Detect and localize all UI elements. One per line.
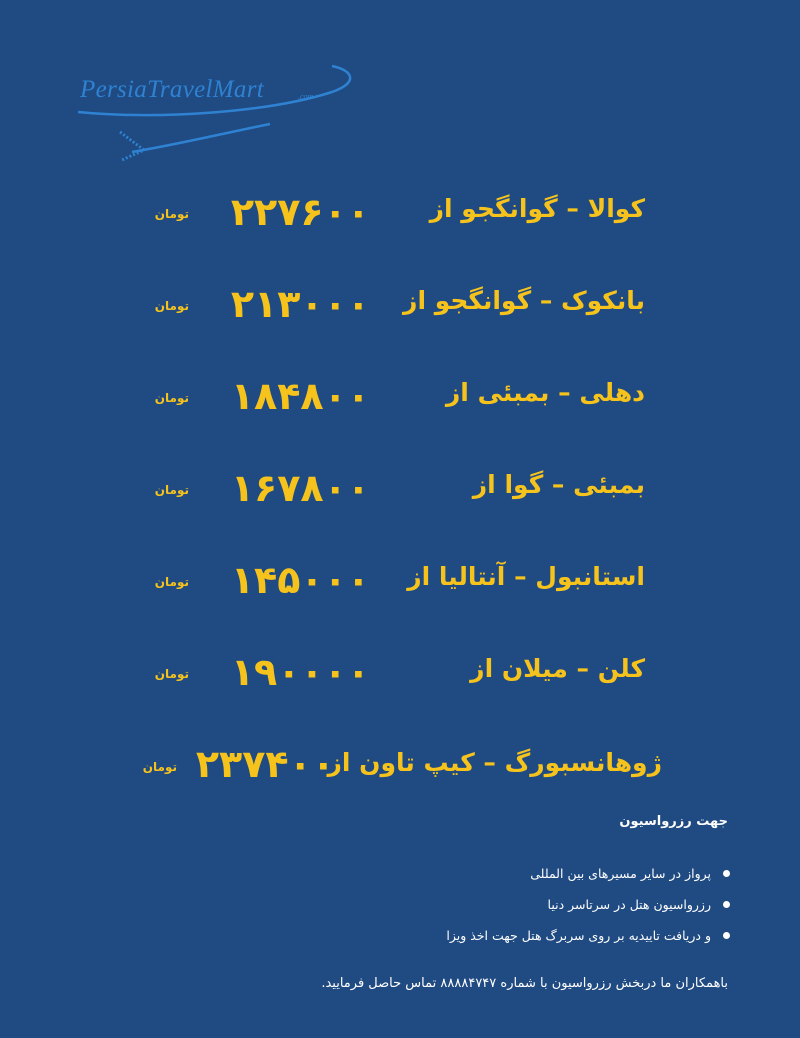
route-price: ۱۴۵۰۰۰ — [230, 558, 370, 602]
route-name: بمبئی – گوا از — [472, 470, 645, 499]
route-price: ۱۶۷۸۰۰ — [230, 466, 370, 510]
route-row — [0, 282, 800, 330]
bullet-icon — [723, 932, 730, 939]
route-price: ۲۳۷۴۰۰ — [195, 742, 335, 786]
price-unit: تومان — [154, 299, 189, 313]
price-unit: تومان — [142, 760, 177, 774]
route-row — [0, 742, 800, 792]
list-item — [230, 858, 730, 889]
price-unit: تومان — [154, 391, 189, 405]
reservation-heading: جهت رزرواسیون — [619, 814, 728, 829]
price-unit: تومان — [154, 575, 189, 589]
list-item-text: پرواز در سایر مسیرهای بین المللی — [530, 866, 711, 881]
price-unit: تومان — [154, 667, 189, 681]
route-row — [0, 190, 800, 238]
logo-wordmark: PersiaTravelMart — [80, 76, 264, 103]
price-unit: تومان — [154, 207, 189, 221]
list-item — [230, 920, 730, 951]
route-row — [0, 558, 800, 606]
route-price: ۱۹۰۰۰۰ — [230, 650, 370, 694]
route-name: استانبول – آنتالیا از — [407, 562, 645, 591]
logo-domain-suffix: .com — [298, 92, 314, 101]
route-name: دهلی – بمبئی از — [445, 378, 645, 407]
route-name: کوالا – گوانگجو از — [429, 194, 645, 223]
list-item-text: و دریافت تاییدیه بر روی سربرگ هتل جهت اخذ ویزا — [446, 928, 711, 943]
contact-note: باهمکاران ما دربخش رزرواسیون با شماره ۸۸۸۸۴۷۴۷ تماس حاصل فرمایید. — [321, 976, 728, 991]
route-price: ۲۲۷۶۰۰ — [230, 190, 370, 234]
reservation-list — [230, 858, 730, 951]
bullet-icon — [723, 870, 730, 877]
route-name: کلن – میلان از — [470, 654, 645, 683]
price-unit: تومان — [154, 483, 189, 497]
route-row — [0, 466, 800, 514]
route-name: ژوهانسبورگ – کیپ تاون از — [327, 748, 662, 777]
route-row — [0, 374, 800, 422]
bullet-icon — [723, 901, 730, 908]
brand-logo — [70, 62, 360, 172]
route-name: بانکوک – گوانگجو از — [403, 286, 645, 315]
route-price: ۱۸۴۸۰۰ — [230, 374, 370, 418]
route-row — [0, 650, 800, 698]
route-price: ۲۱۳۰۰۰ — [230, 282, 370, 326]
list-item — [230, 889, 730, 920]
list-item-text: رزرواسیون هتل در سرتاسر دنیا — [547, 897, 711, 912]
